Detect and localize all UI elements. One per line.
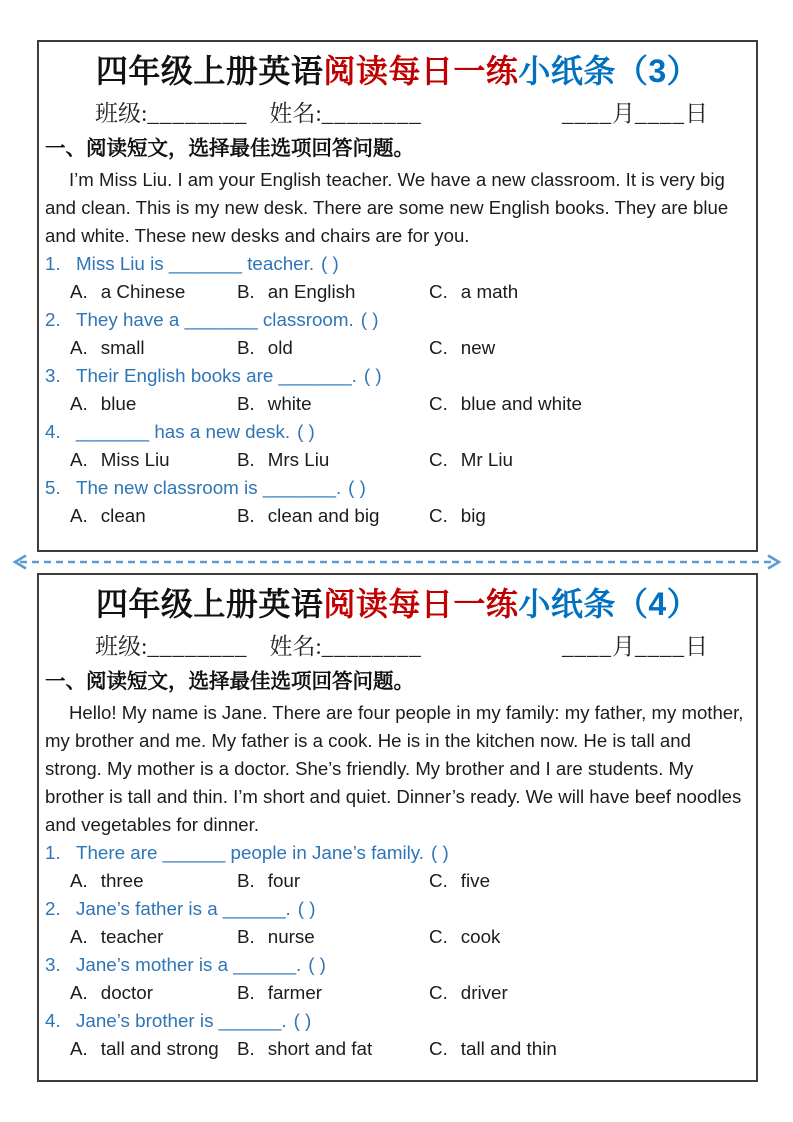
question-line [45,951,756,979]
option-b [237,334,429,362]
option-letter: B. [237,1038,255,1059]
answer-bracket: ( ) [431,842,449,863]
option-a [70,867,237,895]
name-blank-line: ________ [321,634,422,659]
reading-passage: Hello! My name is Jane. There are four people in my family: my father, my mother, my brother and me. My father is a cook. He is in the kitchen now. He is tall and strong. My mother is a doctor. She’s friendly. My brother and I are students. My brother is tall and thin. I’m short and quiet. Dinner’s ready. We will have beef noodles and vegetables for dinner. [45,702,744,835]
answer-bracket: ( ) [348,477,366,498]
option-letter: C. [429,982,448,1003]
option-b [237,390,429,418]
month-label: 月 [612,101,635,126]
answer-bracket: ( ) [297,421,315,442]
question-text: There are ______ people in Jane’s family. [76,842,425,863]
option-text: cook [460,926,501,947]
option-text: four [267,870,301,891]
option-text: five [460,870,491,891]
question-line [45,474,756,502]
options-row [70,278,756,306]
question-line [45,839,756,867]
option-letter: C. [429,281,448,302]
day-label: 日 [685,634,708,659]
option-a [70,390,237,418]
answer-bracket: ( ) [297,898,316,919]
option-text: clean and big [267,505,380,526]
title-reading-text: 阅读每日一练 [323,586,519,622]
options-row [70,923,756,951]
option-text: doctor [100,982,153,1003]
option-text: tall and strong [100,1038,219,1059]
question-number: 3. [45,365,61,386]
option-text: blue and white [460,393,582,414]
option-text: farmer [267,982,323,1003]
question-line [45,250,756,278]
answer-bracket: ( ) [321,253,339,274]
option-b [237,1035,429,1063]
question-line [45,362,756,390]
option-text: new [460,337,496,358]
option-letter: C. [429,1038,448,1059]
month-label: 月 [612,634,635,659]
section-instruction: 一、阅读短文，选择最佳选项回答问题。 [45,137,414,160]
option-letter: B. [237,926,255,947]
question-number: 3. [45,954,61,975]
page-title [39,584,756,624]
option-letter: A. [70,870,88,891]
cut-line-divider [0,553,793,571]
question-number: 4. [45,1010,61,1031]
option-text: clean [100,505,146,526]
option-letter: A. [70,505,88,526]
option-text: Mrs Liu [267,449,330,470]
question-line [45,1007,756,1035]
option-letter: A. [70,281,88,302]
option-letter: C. [429,870,448,891]
options-row [70,1035,756,1063]
question-text: Miss Liu is _______ teacher. [76,253,315,274]
page-title [39,51,756,91]
option-b [237,979,429,1007]
option-c [429,979,756,1007]
answer-bracket: ( ) [360,309,379,330]
option-text: tall and thin [460,1038,557,1059]
option-letter: B. [237,281,255,302]
question-text: Jane’s brother is ______. [76,1010,287,1031]
option-c [429,390,756,418]
name-blank-line: ________ [321,101,422,126]
class-name-group [95,99,422,129]
question-line [45,895,756,923]
option-b [237,867,429,895]
option-text: small [100,337,145,358]
month-blank-line: ____ [562,634,612,659]
option-text: a Chinese [100,281,186,302]
question-number: 2. [45,898,61,919]
option-letter: C. [429,505,448,526]
title-slip-number-text: 小纸条（3） [518,53,700,89]
option-c [429,502,756,530]
option-letter: A. [70,1038,88,1059]
option-text: teacher [100,926,164,947]
question-number: 1. [45,842,61,863]
options-row [70,867,756,895]
answer-bracket: ( ) [308,954,326,975]
option-text: blue [100,393,137,414]
option-letter: B. [237,449,255,470]
title-slip-number-text: 小纸条（4） [518,586,700,622]
question-text: The new classroom is _______. [76,477,342,498]
option-text: white [267,393,312,414]
question-text: _______ has a new desk. [76,421,291,442]
option-text: three [100,870,144,891]
student-info-row [95,99,708,129]
answer-bracket: ( ) [293,1010,312,1031]
name-label: 姓名: [269,101,322,126]
option-letter: C. [429,926,448,947]
option-letter: B. [237,505,255,526]
option-text: an English [267,281,356,302]
question-text: Their English books are _______. [76,365,357,386]
day-label: 日 [685,101,708,126]
class-name-group [95,632,422,662]
option-a [70,923,237,951]
option-text: Mr Liu [460,449,513,470]
month-blank-line: ____ [562,101,612,126]
reading-passage: I’m Miss Liu. I am your English teacher. We have a new classroom. It is very big and clean. This is my new desk. There are some new English books. They are blue and white. These new desks and chairs are for you. [45,169,729,246]
option-text: nurse [267,926,315,947]
option-c [429,1035,756,1063]
question-line [45,418,756,446]
option-c [429,334,756,362]
class-label: 班级: [95,634,148,659]
option-text: driver [460,982,508,1003]
options-row [70,446,756,474]
question-number: 1. [45,253,61,274]
question-number: 5. [45,477,61,498]
option-b [237,278,429,306]
name-label: 姓名: [269,634,322,659]
option-text: old [267,337,293,358]
option-b [237,923,429,951]
class-label: 班级: [95,101,148,126]
question-number: 2. [45,309,61,330]
title-reading-text: 阅读每日一练 [323,53,519,89]
option-letter: C. [429,393,448,414]
question-text: Jane’s mother is a ______. [76,954,302,975]
option-c [429,278,756,306]
day-blank-line: ____ [635,101,685,126]
option-letter: B. [237,393,255,414]
option-a [70,446,237,474]
option-b [237,446,429,474]
option-letter: A. [70,393,88,414]
option-c [429,867,756,895]
student-info-row [95,632,708,662]
option-a [70,334,237,362]
options-row [70,502,756,530]
dashed-cut-line-icon [0,553,793,571]
option-letter: B. [237,870,255,891]
title-grade-text: 四年级上册英语 [95,586,324,622]
option-a [70,979,237,1007]
options-row [70,390,756,418]
option-text: a math [460,281,519,302]
worksheet-card-3 [37,40,758,552]
option-letter: A. [70,337,88,358]
option-text: Miss Liu [100,449,170,470]
option-letter: B. [237,982,255,1003]
option-letter: C. [429,449,448,470]
class-blank-line: ________ [147,101,248,126]
question-line [45,306,756,334]
option-text: short and fat [267,1038,373,1059]
question-text: Jane’s father is a ______. [76,898,291,919]
title-grade-text: 四年级上册英语 [95,53,324,89]
option-letter: C. [429,337,448,358]
option-a [70,1035,237,1063]
worksheet-card-4 [37,573,758,1082]
option-a [70,278,237,306]
option-b [237,502,429,530]
date-group [562,99,708,129]
date-group [562,632,708,662]
option-a [70,502,237,530]
options-row [70,979,756,1007]
options-row [70,334,756,362]
option-text: big [460,505,486,526]
option-c [429,923,756,951]
question-text: They have a _______ classroom. [76,309,354,330]
class-blank-line: ________ [147,634,248,659]
option-letter: B. [237,337,255,358]
day-blank-line: ____ [635,634,685,659]
question-number: 4. [45,421,61,442]
option-c [429,446,756,474]
section-instruction: 一、阅读短文，选择最佳选项回答问题。 [45,670,414,693]
answer-bracket: ( ) [363,365,382,386]
option-letter: A. [70,982,88,1003]
option-letter: A. [70,449,88,470]
option-letter: A. [70,926,88,947]
